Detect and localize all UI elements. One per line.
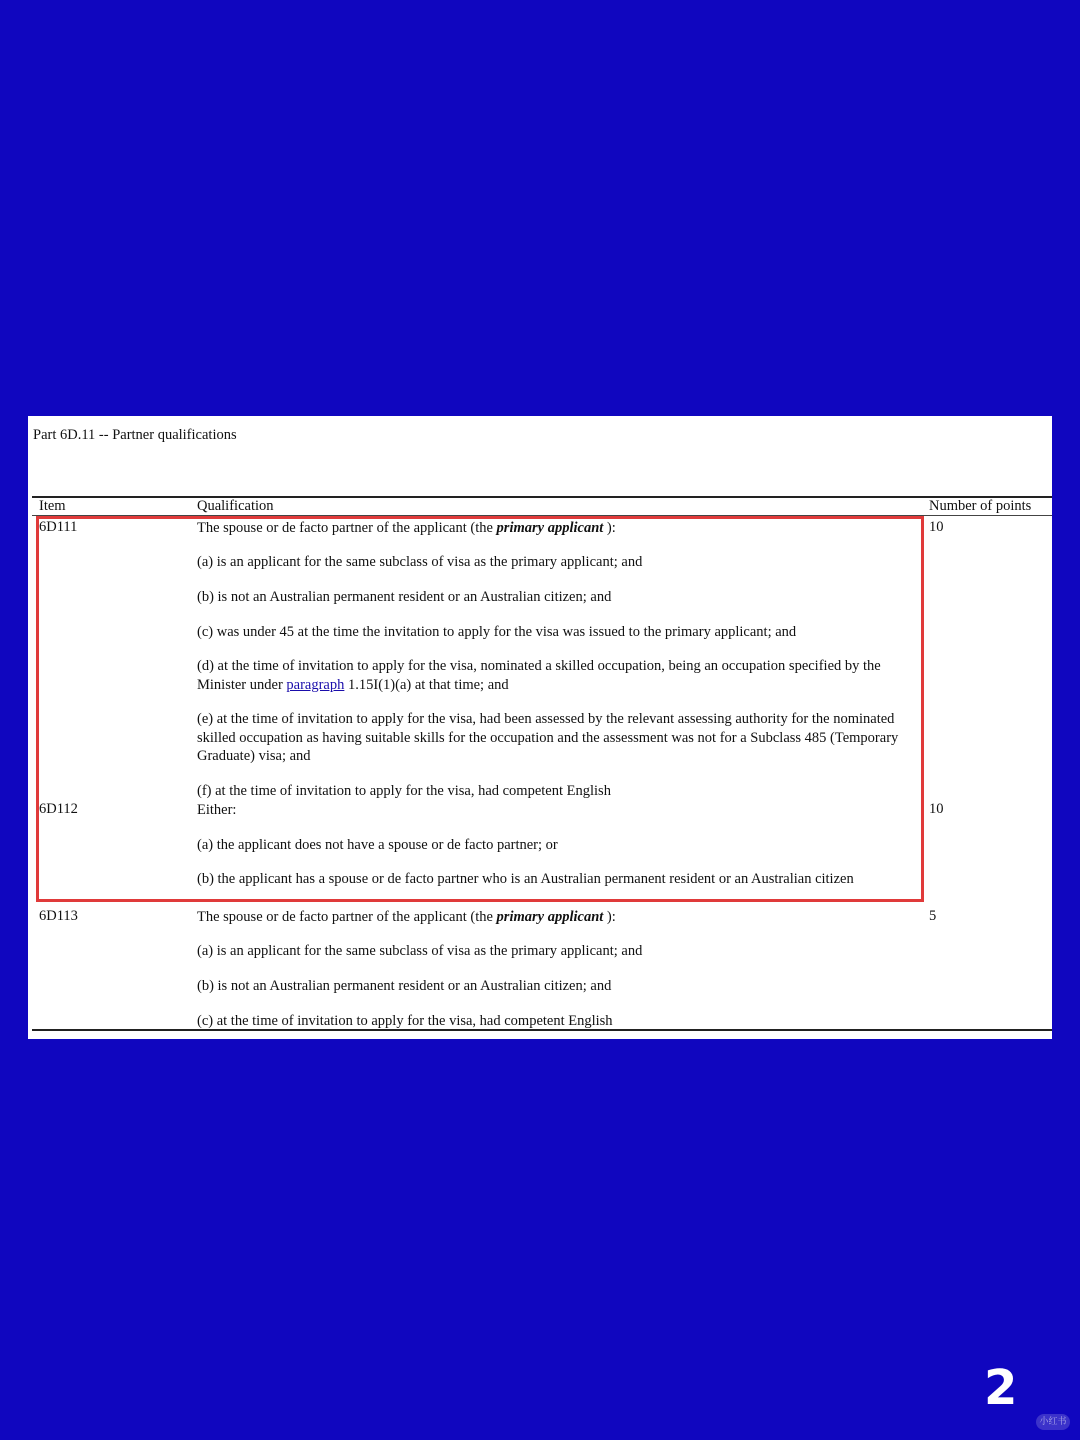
row-points-6d111: 10 [929,519,944,535]
intro-text: The spouse or de facto partner of the applicant (the [197,909,497,925]
intro-suffix: ): [603,909,616,925]
row-intro-6d112: Either: [197,802,237,818]
intro-text: The spouse or de facto partner of the applicant (the [197,520,497,536]
clause-6d111-d [197,657,927,694]
clause-6d112-a: (a) the applicant does not have a spouse or de facto partner; or [197,837,558,853]
intro-suffix: ): [603,520,616,536]
intro-bold-term: primary applicant [496,520,604,536]
intro-bold-term: primary applicant [496,909,604,925]
clause-6d111-b: (b) is not an Australian permanent resident or an Australian citizen; and [197,589,612,605]
header-points: Number of points [929,498,1032,514]
table-bottom-rule [32,1029,1052,1031]
header-underline [32,515,1052,516]
header-item: Item [39,498,66,514]
clause-6d111-a: (a) is an applicant for the same subclass of visa as the primary applicant; and [197,554,643,570]
document-page [28,416,1052,1039]
row-points-6d113: 5 [929,908,937,924]
clause-6d112-b: (b) the applicant has a spouse or de facto partner who is an Australian permanent resident or an Australian citizen [197,871,854,887]
row-item-6d111: 6D111 [39,519,78,535]
row-intro-6d113 [197,908,927,927]
table-top-rule [32,496,1052,498]
row-item-6d113: 6D113 [39,908,78,924]
header-qualification: Qualification [197,498,274,514]
clause-6d113-c: (c) at the time of invitation to apply for the visa, had competent English [197,1013,613,1029]
clause-6d111-e: (e) at the time of invitation to apply for the visa, had been assessed by the relevant assessing authority for the nominated skilled occupation as having suitable skills for the occupation and the assessment was not for a Subclass 485 (Temporary Graduate) visa; and [197,711,899,764]
clause-6d111-f: (f) at the time of invitation to apply for the visa, had competent English [197,783,611,799]
watermark-badge: 小红书 [1036,1414,1070,1430]
paragraph-link[interactable]: paragraph [286,676,345,693]
clause-6d111-c: (c) was under 45 at the time the invitation to apply for the visa was issued to the primary applicant; and [197,624,797,640]
clause-6d113-a: (a) is an applicant for the same subclass of visa as the primary applicant; and [197,943,643,959]
row-item-6d112: 6D112 [39,801,78,817]
clause-6d113-b: (b) is not an Australian permanent resident or an Australian citizen; and [197,978,612,994]
page-number: 2 [984,1360,1018,1416]
row-points-6d112: 10 [929,801,944,817]
clause-d-text: (d) at the time of invitation to apply for the visa, nominated a skilled occupation, being an occupation specified by the Minister under [197,658,881,693]
clause-d-suffix: 1.15I(1)(a) at that time; and [344,676,509,693]
part-title: Part 6D.11 -- Partner qualifications [33,427,237,443]
row-intro-6d111 [197,519,927,538]
